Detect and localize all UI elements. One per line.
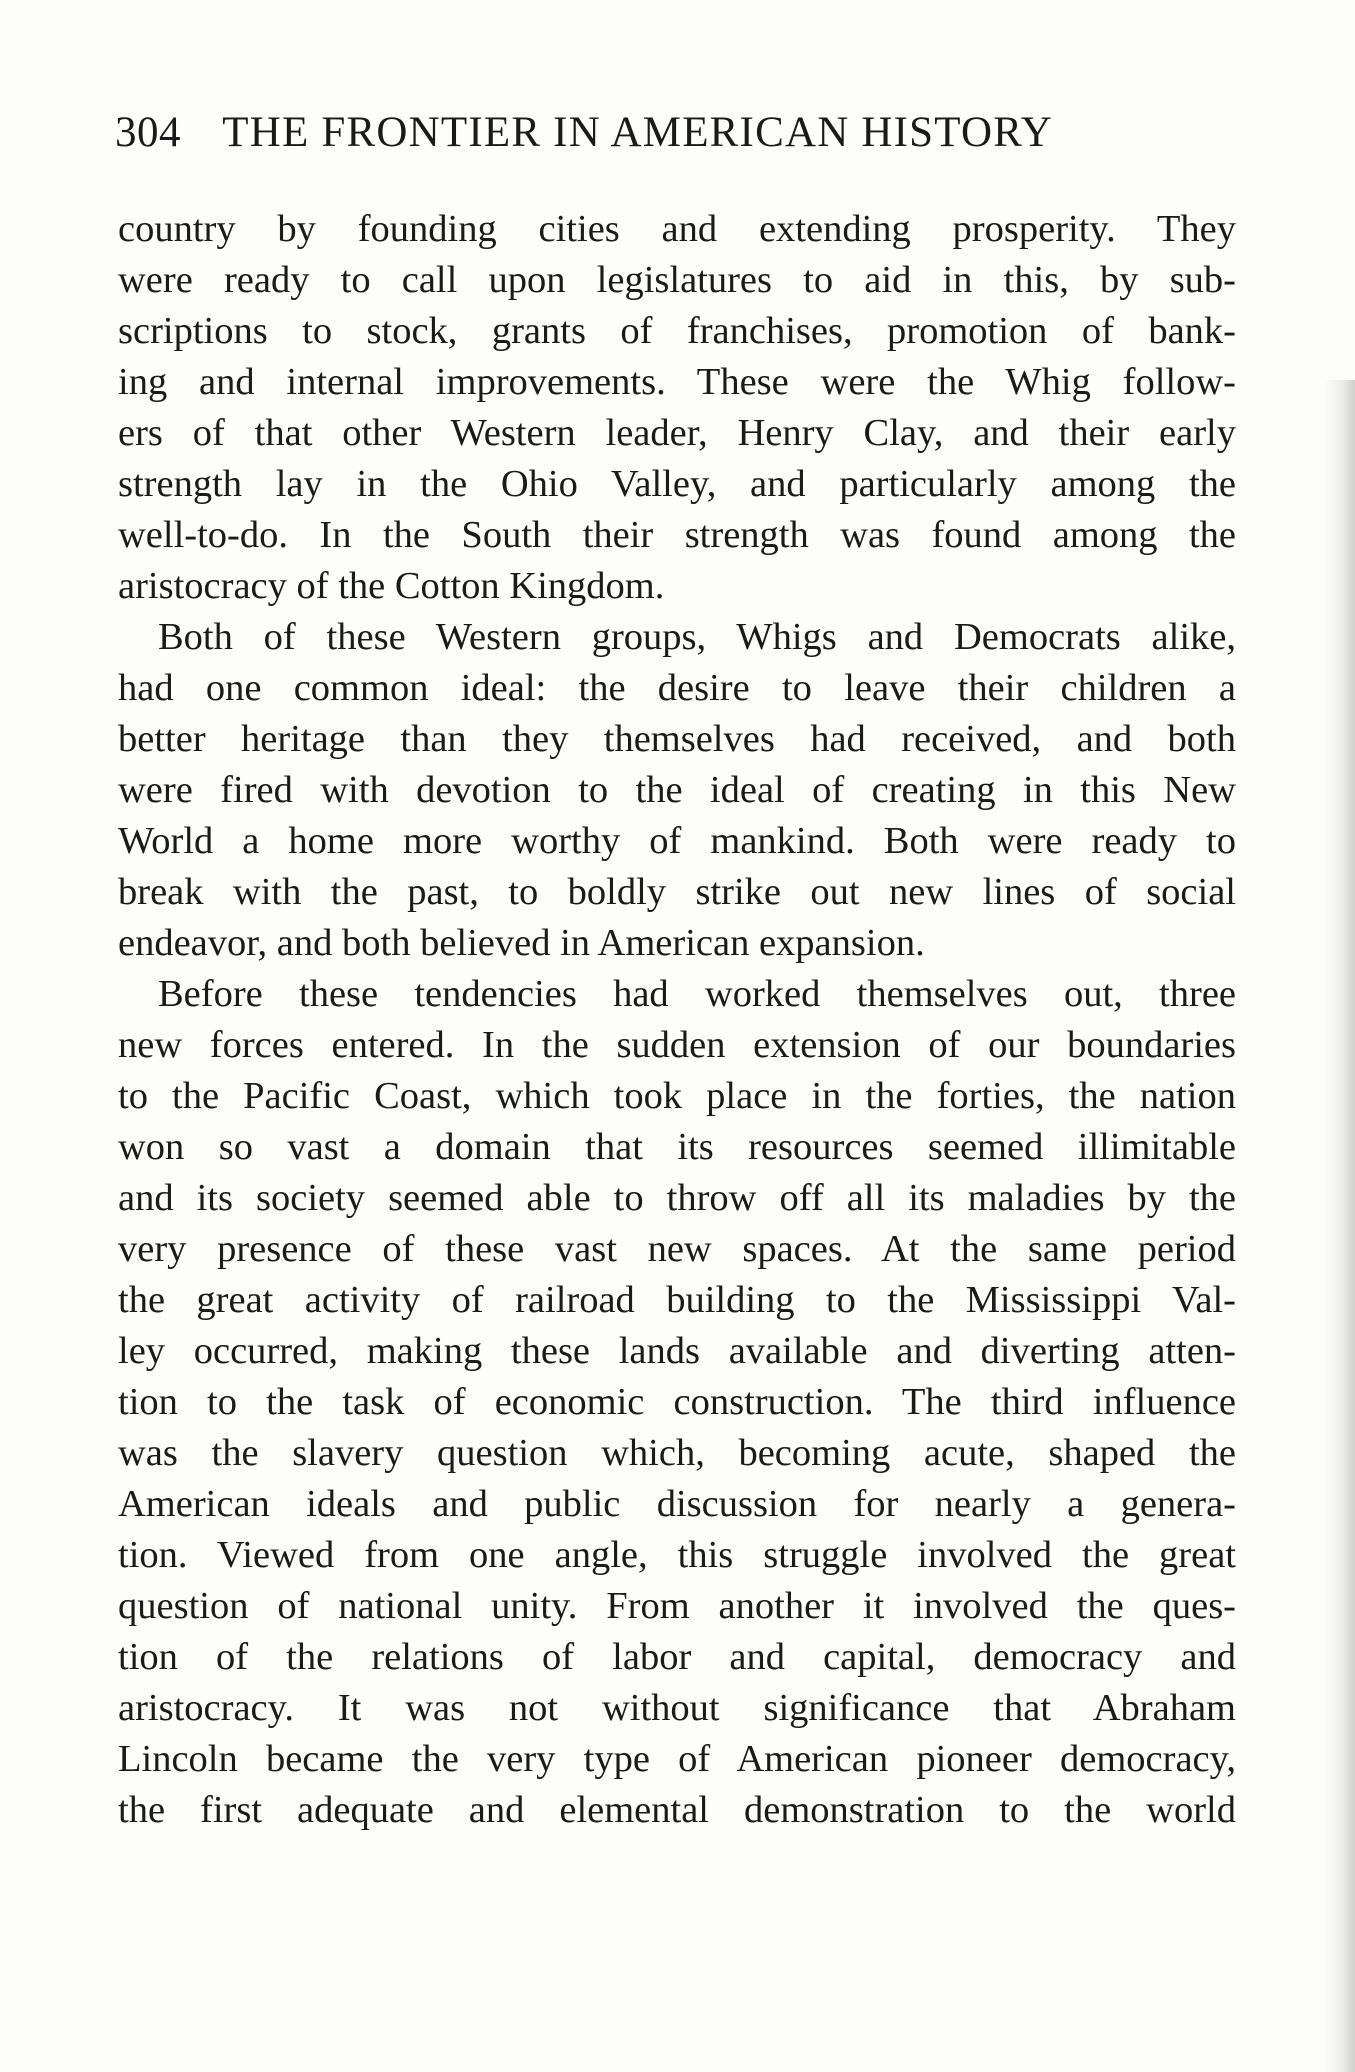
text-line: had one common ideal: the desire to leave their children a [118,667,1236,709]
text-line: won so vast a domain that its resources seemed illimitable [118,1126,1236,1168]
paragraph-first-line: Both of these Western groups, Whigs and Democrats alike, [158,616,1236,658]
text-line: endeavor, and both believed in American expansion. [118,922,925,964]
text-line: American ideals and public discussion for nearly a genera- [118,1483,1236,1525]
running-head [115,108,1240,168]
text-line: the first adequate and elemental demonstration to the world [118,1789,1236,1831]
text-line: tion. Viewed from one angle, this struggle involved the great [118,1534,1236,1576]
text-line: well-to-do. In the South their strength was found among the [118,514,1236,556]
text-line: country by founding cities and extending prosperity. They [118,208,1236,250]
text-line: aristocracy of the Cotton Kingdom. [118,565,665,607]
text-line: scriptions to stock, grants of franchises, promotion of bank- [118,310,1236,352]
text-line: break with the past, to boldly strike out new lines of social [118,871,1236,913]
text-line: aristocracy. It was not without significance that Abraham [118,1687,1236,1729]
page-number: 304 [115,109,181,156]
paragraph-first-line: Before these tendencies had worked themselves out, three [158,973,1236,1015]
text-line: question of national unity. From another it involved the ques- [118,1585,1236,1627]
text-line: Lincoln became the very type of American pioneer democracy, [118,1738,1236,1780]
text-line: new forces entered. In the sudden extension of our boundaries [118,1024,1236,1066]
text-line: were fired with devotion to the ideal of creating in this New [118,769,1236,811]
text-line: tion to the task of economic construction. The third influence [118,1381,1236,1423]
text-line: strength lay in the Ohio Valley, and particularly among the [118,463,1236,505]
text-line: and its society seemed able to throw off all its maladies by the [118,1177,1236,1219]
text-line: the great activity of railroad building to the Mississippi Val- [118,1279,1236,1321]
text-line: to the Pacific Coast, which took place in the forties, the nation [118,1075,1236,1117]
text-line: tion of the relations of labor and capital, democracy and [118,1636,1236,1678]
text-line: very presence of these vast new spaces. At the same period [118,1228,1236,1270]
text-line: was the slavery question which, becoming acute, shaped the [118,1432,1236,1474]
text-line: better heritage than they themselves had received, and both [118,718,1236,760]
body-text [118,204,1236,1836]
text-line: ley occurred, making these lands available and diverting atten- [118,1330,1236,1372]
page-edge-shadow [1325,380,1355,2072]
text-line: were ready to call upon legislatures to aid in this, by sub- [118,259,1236,301]
text-line: ing and internal improvements. These were the Whig follow- [118,361,1236,403]
text-line: ers of that other Western leader, Henry Clay, and their early [118,412,1236,454]
running-title: THE FRONTIER IN AMERICAN HISTORY [222,109,1054,156]
text-line: World a home more worthy of mankind. Both were ready to [118,820,1236,862]
